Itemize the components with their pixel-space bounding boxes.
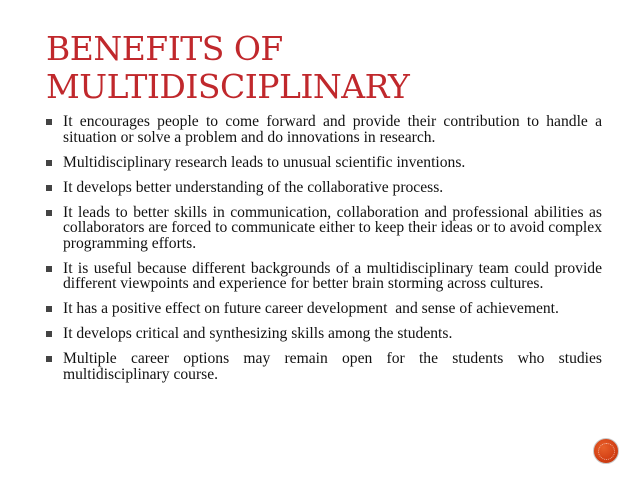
bullet-text: It develops critical and synthesizing skills among the students.	[63, 325, 453, 342]
square-bullet-icon	[46, 160, 52, 166]
bullet-text: Multidisciplinary research leads to unusual scientific inventions.	[63, 153, 466, 171]
orange-circle-badge-icon	[593, 438, 619, 464]
bullet-item	[46, 261, 602, 292]
slide-title	[46, 30, 606, 106]
square-bullet-icon	[46, 119, 52, 125]
square-bullet-icon	[46, 331, 52, 337]
bullet-text: It develops better understanding of the collaborative process.	[63, 178, 444, 196]
square-bullet-icon	[46, 356, 52, 362]
bullet-text: It is useful because different backgrounds of a multidisciplinary team could provide different viewpoints and experience for better brain storming across cultures.	[63, 259, 602, 292]
bullet-item	[46, 326, 602, 342]
square-bullet-icon	[46, 306, 52, 312]
bullet-item	[46, 180, 602, 196]
bullet-item	[46, 301, 602, 317]
bullet-text: It has a positive effect on future career development and sense of achievement.	[63, 300, 559, 317]
slide-title-line-2: MULTIDISCIPLINARY	[46, 67, 410, 106]
bullet-item	[46, 351, 602, 382]
bullet-text: Multiple career options may remain open for the students who studies multidisciplinary course.	[63, 350, 602, 383]
bullet-text: It leads to better skills in communication, collaboration and professional abilities as collaborators are forced to communicate either to keep their ideas or to avoid complex programming efforts.	[63, 203, 602, 252]
square-bullet-icon	[46, 266, 52, 272]
bullet-item	[46, 114, 602, 145]
bullet-item	[46, 155, 602, 171]
slide-title-line-1: BENEFITS OF	[46, 29, 283, 68]
badge-ring-decoration	[598, 443, 615, 460]
square-bullet-icon	[46, 210, 52, 216]
bullet-item	[46, 205, 602, 252]
bullet-text: It encourages people to come forward and provide their contribution to handle a situation or solve a problem and do innovations in research.	[63, 113, 602, 146]
bullet-list	[46, 114, 602, 392]
square-bullet-icon	[46, 185, 52, 191]
